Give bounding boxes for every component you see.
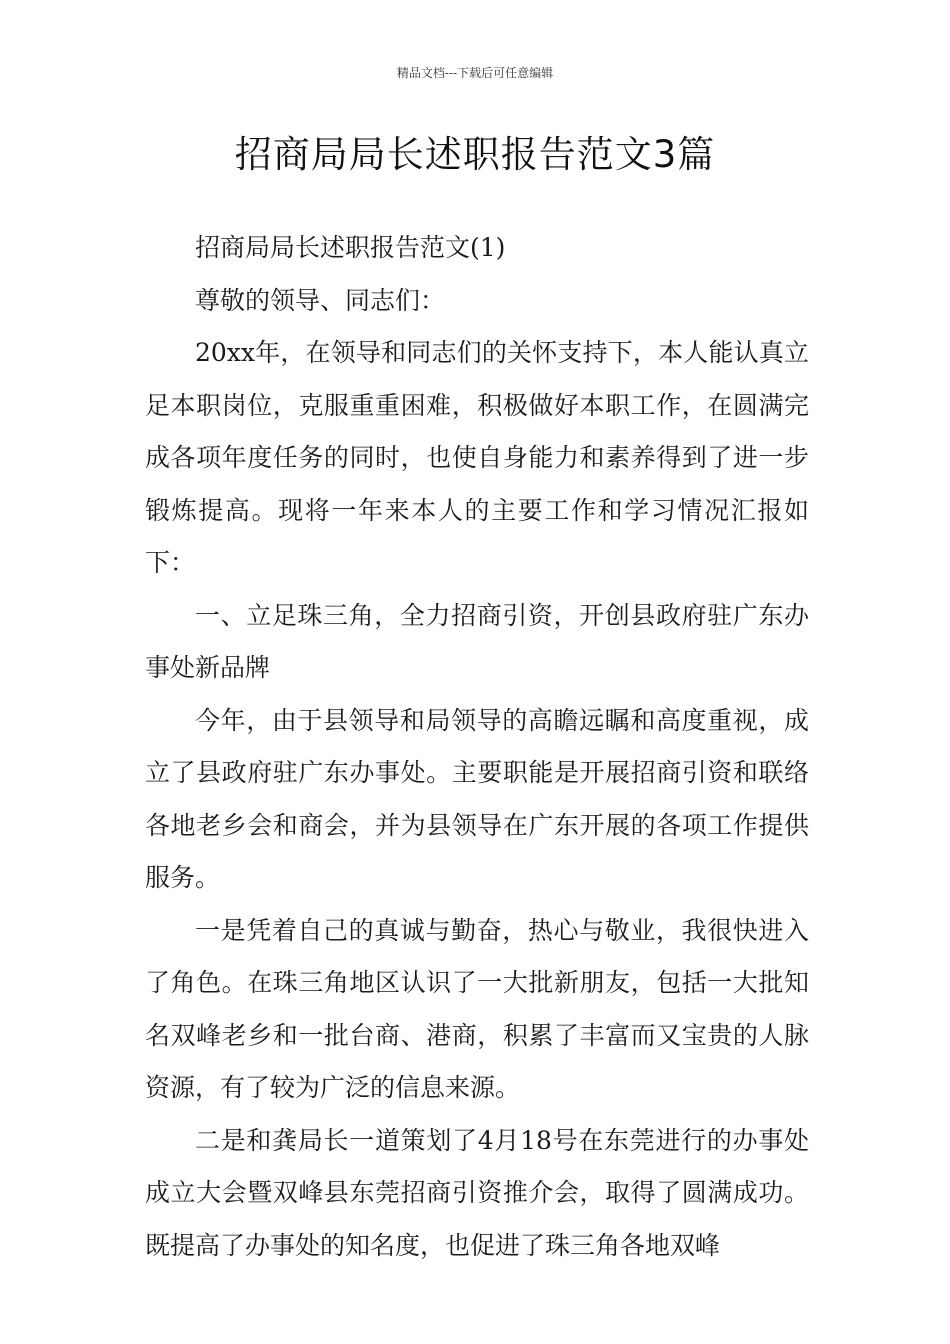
document-title: 招商局局长述职报告范文3篇 xyxy=(234,133,716,176)
header-note: 精品文档---下载后可任意编辑 xyxy=(396,66,554,80)
paragraph-point-one: 一是凭着自己的真诚与勤奋，热心与敬业，我很快进入了角色。在珠三角地区认识了一大批新朋友，包括一大批知名双峰老乡和一批台商、港商，积累了丰富而又宝贵的人脉资源，有了较为广泛的信息来源。 xyxy=(145,915,809,1102)
paragraph-intro: 20xx年，在领导和同志们的关怀支持下，本人能认真立足本职岗位，克服重重困难，积极做好本职工作，在圆满完成各项年度任务的同时，也使自身能力和素养得到了进一步锻炼提高。现将一年来本人的主要工作和学习情况汇报如下： xyxy=(145,338,809,577)
paragraph-heading-one: 一、立足珠三角，全力招商引资，开创县政府驻广东办事处新品牌 xyxy=(145,600,809,682)
paragraph-office-setup: 今年，由于县领导和局领导的高瞻远瞩和高度重视，成立了县政府驻广东办事处。主要职能是开展招商引资和联络各地老乡会和商会，并为县领导在广东开展的各项工作提供服务。 xyxy=(145,705,809,892)
paragraph-salutation: 尊敬的领导、同志们： xyxy=(195,285,446,315)
paragraph-section-heading: 招商局局长述职报告范文(1) xyxy=(195,233,506,262)
paragraph-point-two: 二是和龚局长一道策划了4月18号在东莞进行的办事处成立大会暨双峰县东莞招商引资推介会，取得了圆满成功。既提高了办事处的知名度，也促进了珠三角各地双峰 xyxy=(145,1125,809,1260)
document-body xyxy=(145,222,809,1272)
